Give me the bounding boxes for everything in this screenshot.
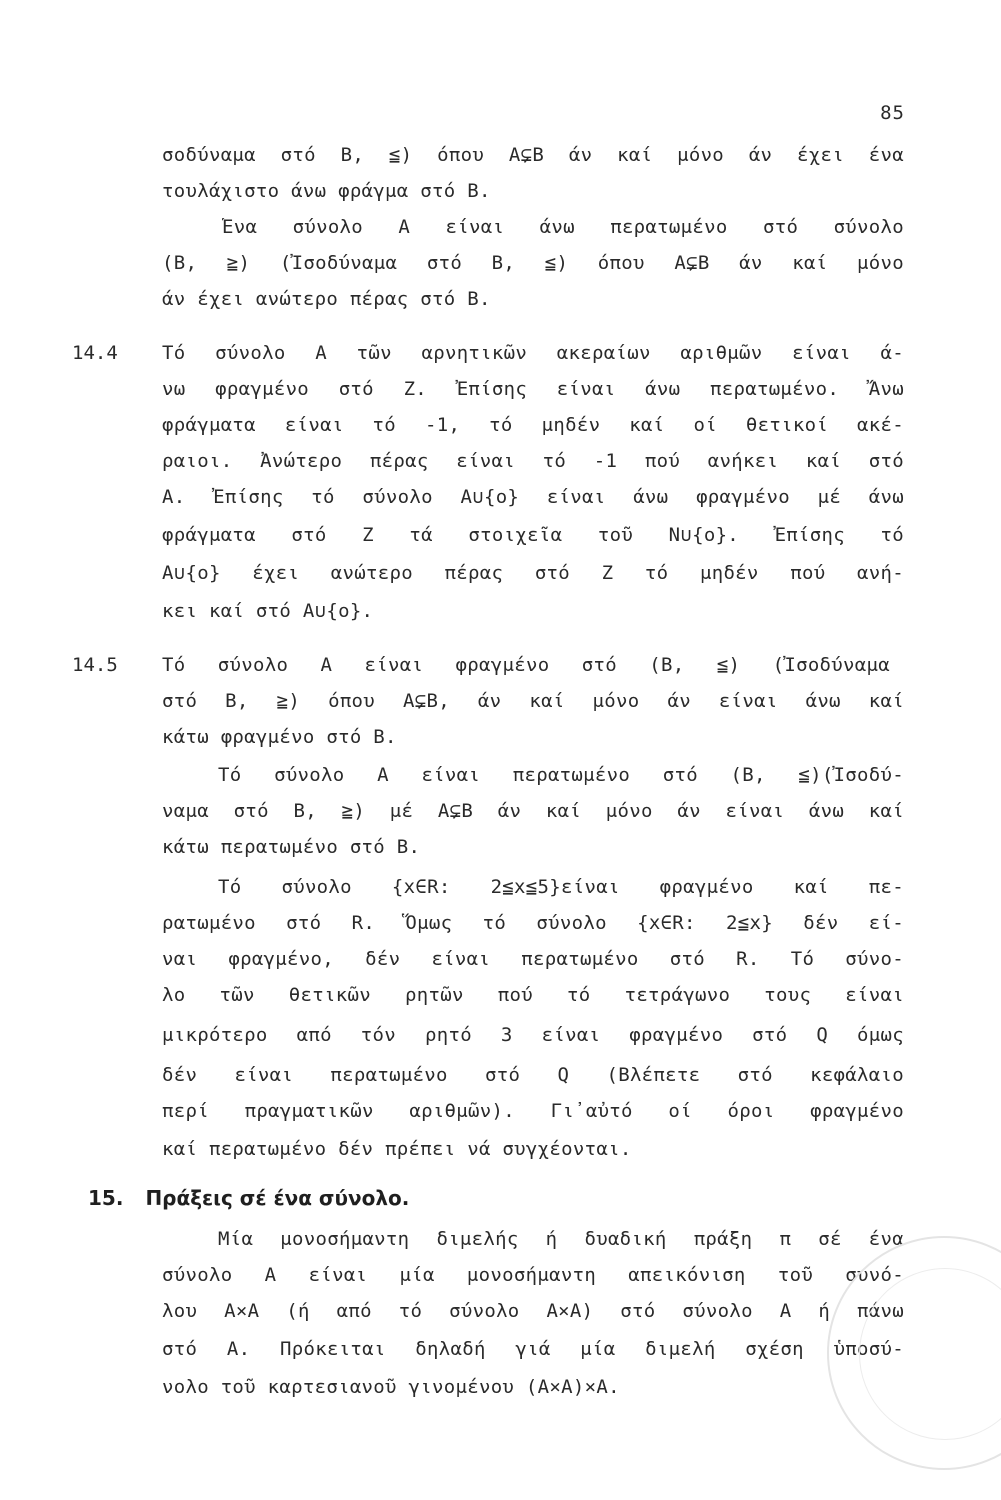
text-line-15: στό Β, ≧) όπου Α⊊Β, άν καί μόνο άν είναι άνω καί	[162, 690, 904, 712]
text-line-1: σοδύναμα στό Β, ≦) όπου Α⊊Β άν καί μόνο άν έχει ένα	[162, 144, 904, 166]
text-line-28: Μία μονοσήμαντη διμελής ή δυαδική πράξη π σέ ένα	[218, 1228, 904, 1250]
text-line-8: φράγματα είναι τό -1, τό μηδέν καί οί θετικοί ακέ-	[162, 414, 904, 436]
text-line-26: περί πραγματικῶν αριθμῶν). Γι᾽αὐτό οί όροι φραγμένο	[162, 1100, 904, 1122]
text-line-32: νολο τοῦ καρτεσιανοῦ γινομένου (Α×Α)×Α.	[162, 1376, 620, 1398]
heading-title: Πράξεις σέ ένα σύνολο.	[145, 1186, 410, 1210]
text-line-31: στό Α. Πρόκειται δηλαδή γιά μία διμελή σχέση ὑποσύ-	[162, 1338, 904, 1360]
text-line-24: μικρότερο από τόν ρητό 3 είναι φραγμένο στό Q όμως	[162, 1024, 904, 1046]
section-number-14-4: 14.4	[72, 342, 118, 364]
text-line-7: νω φραγμένο στό Ζ. Ἐπίσης είναι άνω περατωμένο. Ἄνω	[162, 378, 904, 400]
text-line-6: Τό σύνολο Α τῶν αρνητικῶν ακεραίων αριθμῶν είναι ά-	[162, 342, 904, 364]
text-line-23: λο τῶν θετικῶν ρητῶν πού τό τετράγωνο τους είναι	[162, 984, 904, 1006]
text-line-18: ναμα στό Β, ≧) μέ Α⊊Β άν καί μόνο άν είναι άνω καί	[162, 800, 904, 822]
text-line-19: κάτω περατωμένο στό Β.	[162, 836, 421, 858]
text-line-2: τουλάχιστο άνω φράγμα στό Β.	[162, 180, 491, 202]
text-line-9: ραιοι. Ἀνώτερο πέρας είναι τό -1 πού ανήκει καί στό	[162, 450, 904, 472]
text-line-21: ρατωμένο στό R. Ὅμως τό σύνολο {x∈R: 2≦x} δέν εί-	[162, 912, 904, 934]
page-number: 85	[880, 102, 905, 124]
text-line-30: λου Α×Α (ή από τό σύνολο Α×Α) στό σύνολο Α ή πάνω	[162, 1300, 904, 1322]
text-line-3: Ένα σύνολο Α είναι άνω περατωμένο στό σύνολο	[222, 216, 904, 238]
text-line-16: κάτω φραγμένο στό Β.	[162, 726, 397, 748]
text-line-14: Τό σύνολο Α είναι φραγμένο στό (Β, ≦) (Ἰσοδύναμα	[162, 654, 890, 676]
text-line-5: άν έχει ανώτερο πέρας στό Β.	[162, 288, 491, 310]
text-line-10: Α. Ἐπίσης τό σύνολο Α∪{ο} είναι άνω φραγμένο μέ άνω	[162, 486, 904, 508]
text-line-22: ναι φραγμένο, δέν είναι περατωμένο στό R. Τό σύνο-	[162, 948, 904, 970]
text-line-27: καί περατωμένο δέν πρέπει νά συγχέονται.	[162, 1138, 632, 1160]
heading-number: 15.	[88, 1186, 124, 1210]
section-heading-15	[88, 1186, 409, 1210]
text-line-11: φράγματα στό Ζ τά στοιχεῖα τοῦ Ν∪{ο}. Ἐπίσης τό	[162, 524, 904, 546]
section-number-14-5: 14.5	[72, 654, 118, 676]
text-line-4: (Β, ≧) (Ἰσοδύναμα στό Β, ≦) όπου Α⊊Β άν καί μόνο	[162, 252, 904, 274]
text-line-25: δέν είναι περατωμένο στό Q (Βλέπετε στό κεφάλαιο	[162, 1064, 904, 1086]
text-line-29: σύνολο Α είναι μία μονοσήμαντη απεικόνιση τοῦ συνό-	[162, 1264, 904, 1286]
text-line-12: Α∪{ο} έχει ανώτερο πέρας στό Ζ τό μηδέν πού ανή-	[162, 562, 904, 584]
text-line-17: Τό σύνολο Α είναι περατωμένο στό (Β, ≦)(Ἰσοδύ-	[218, 764, 904, 786]
text-line-13: κει καί στό Α∪{ο}.	[162, 600, 374, 622]
text-line-20: Τό σύνολο {x∈R: 2≦x≦5}είναι φραγμένο καί πε-	[218, 876, 904, 898]
